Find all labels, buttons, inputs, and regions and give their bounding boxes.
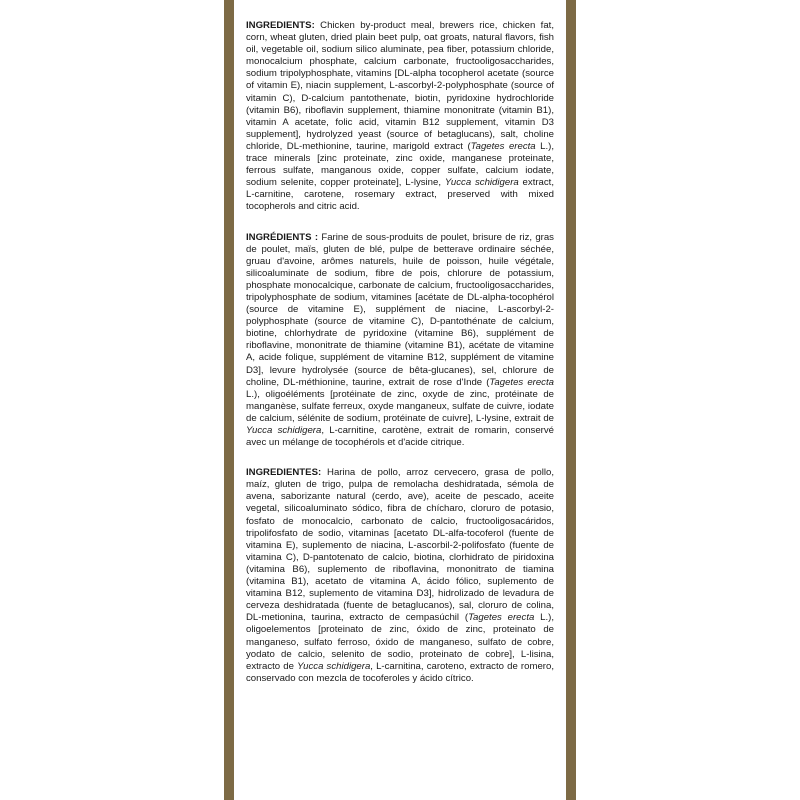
ingredients-scientific-name-es: Tagetes erecta [468, 612, 535, 624]
ingredients-panel [234, 0, 566, 800]
ingredients-text-es: , L-carnitina, caroteno, extracto de romero, conservado con mezcla de tocoferoles y ácido cítrico. [246, 660, 554, 684]
ingredients-english [246, 20, 554, 214]
ingredients-scientific-name-en: Tagetes erecta [470, 140, 536, 152]
ingredients-text-en: Chicken by-product meal, brewers rice, chicken fat, corn, wheat gluten, dried plain beet pulp, oat groats, natural flavors, fish oil, vegetable oil, sodium silico aluminate, pea fiber, potassium chloride, monocalcium phosphate, calcium carbonate, fructooligosaccharides, sodium tripolyphosphate, vitamins [DL-alpha tocopherol acetate (source of vitamin E), niacin supplement, L-ascorbyl-2-polyphosphate (source of vitamin C), D-calcium pantothenate, biotin, pyridoxine hydrochloride (vitamin B6), riboflavin supplement, thiamine mononitrate (vitamin B1), vitamin A acetate, folic acid, vitamin B12 supplement, vitamin D3 supplement], hydrolyzed yeast (source of betaglucans), salt, choline chloride, DL-methionine, taurine, marigold extract ( [246, 20, 554, 152]
ingredients-french [246, 232, 554, 450]
ingredients-text-en: extract, L-carnitine, carotene, rosemary extract, preserved with mixed tocopherols and citric acid. [246, 177, 555, 213]
ingredients-scientific-name-es: Yucca schidigera [297, 660, 371, 672]
ingredients-text-fr: , L-carnitine, carotène, extrait de romarin, conservé avec un mélange de tocophérols et d'acide citrique. [246, 425, 554, 449]
ingredients-spanish [246, 467, 554, 685]
ingredients-scientific-name-en: Yucca schidigera [444, 177, 519, 189]
label-frame [224, 0, 576, 800]
ingredients-heading-fr: INGRÉDIENTS : [246, 231, 319, 243]
ingredients-scientific-name-fr: Yucca schidigera [246, 425, 322, 436]
ingredients-text-fr: L.), oligoéléments [protéinate de zinc, oxyde de zinc, protéinate de manganèse, sulfate ferreux, oxyde manganeux, sulfate de cuivre, iodate de calcium, sélénite de sodium, protéinate de cuivre], L-lysine, extrait de [246, 388, 554, 424]
ingredients-heading-en: INGREDIENTS: [246, 20, 315, 31]
ingredients-heading-es: INGREDIENTES: [246, 467, 322, 479]
ingredients-scientific-name-fr: Tagetes erecta [489, 376, 554, 388]
ingredients-text-es: Harina de pollo, arroz cervecero, grasa de pollo, maíz, gluten de trigo, pulpa de remolacha deshidratada, sémola de avena, saborizante natural (cerdo, ave), aceite de pescado, aceite vegetal, silicoaluminato sódico, fibra de chícharo, cloruro de potasio, fosfato de monocalcio, carbonato de calcio, fructooligosacáridos, tripolifosfato de sodio, vitaminas [acetato DL-alfa-tocoferol (fuente de vitamina E), suplemento de niacina, L-ascorbil-2-polifosfato (fuente de vitamina C), D-pantotenato de calcio, biotina, clorhidrato de piridoxina (vitamina B6), suplemento de riboflavina, mononitrato de tiamina (vitamina B1), acetato de vitamina A, ácido fólico, suplemento de vitamina B12, suplemento de vitamina D3], hidrolizado de levadura de cerveza deshidratada (fuente de betaglucanos), sal, cloruro de colina, DL-metionina, taurina, extracto de cempasúchil ( [246, 467, 554, 624]
ingredients-text-es: L.), oligoelementos [proteinato de zinc, óxido de zinc, proteinato de manganeso, sulfato ferroso, óxido de manganeso, sulfato de cobre, yodato de calcio, selenito de sodio, proteinato de cobre], L-lisina, extracto de [246, 612, 554, 672]
ingredients-text-fr: Farine de sous-produits de poulet, brisure de riz, gras de poulet, maïs, gluten de blé, pulpe de betterave ordinaire séchée, gruau d'avoine, arômes naturels, huile de poisson, huile végétale, silicoaluminate de sodium, fibre de pois, chlorure de potassium, phosphate monocalcique, carbonate de calcium, fructooligosaccharides, tripolyphosphate de sodium, vitamines [acétate de DL-alpha-tocophérol (source de vitamine E), supplément de niacine, L-ascorbyl-2-polyphosphate (source de vitamine C), D-pantothénate de calcium, biotine, chlorhydrate de pyridoxine (vitamine B6), supplément de riboflavine, mononitrate de thiamine (vitamine B1), acétate de vitamine A, acide folique, supplément de vitamine B12, supplément de vitamine D3], levure hydrolysée (source de bêta-glucanes), sel, chlorure de choline, DL-méthionine, taurine, extrait de rose d'Inde ( [246, 231, 554, 388]
ingredients-text-en: L.), trace minerals [zinc proteinate, zinc oxide, manganese proteinate, ferrous sulfate, manganous oxide, copper sulfate, calcium iodate, sodium selenite, copper proteinate], L-lysine, [246, 140, 554, 189]
